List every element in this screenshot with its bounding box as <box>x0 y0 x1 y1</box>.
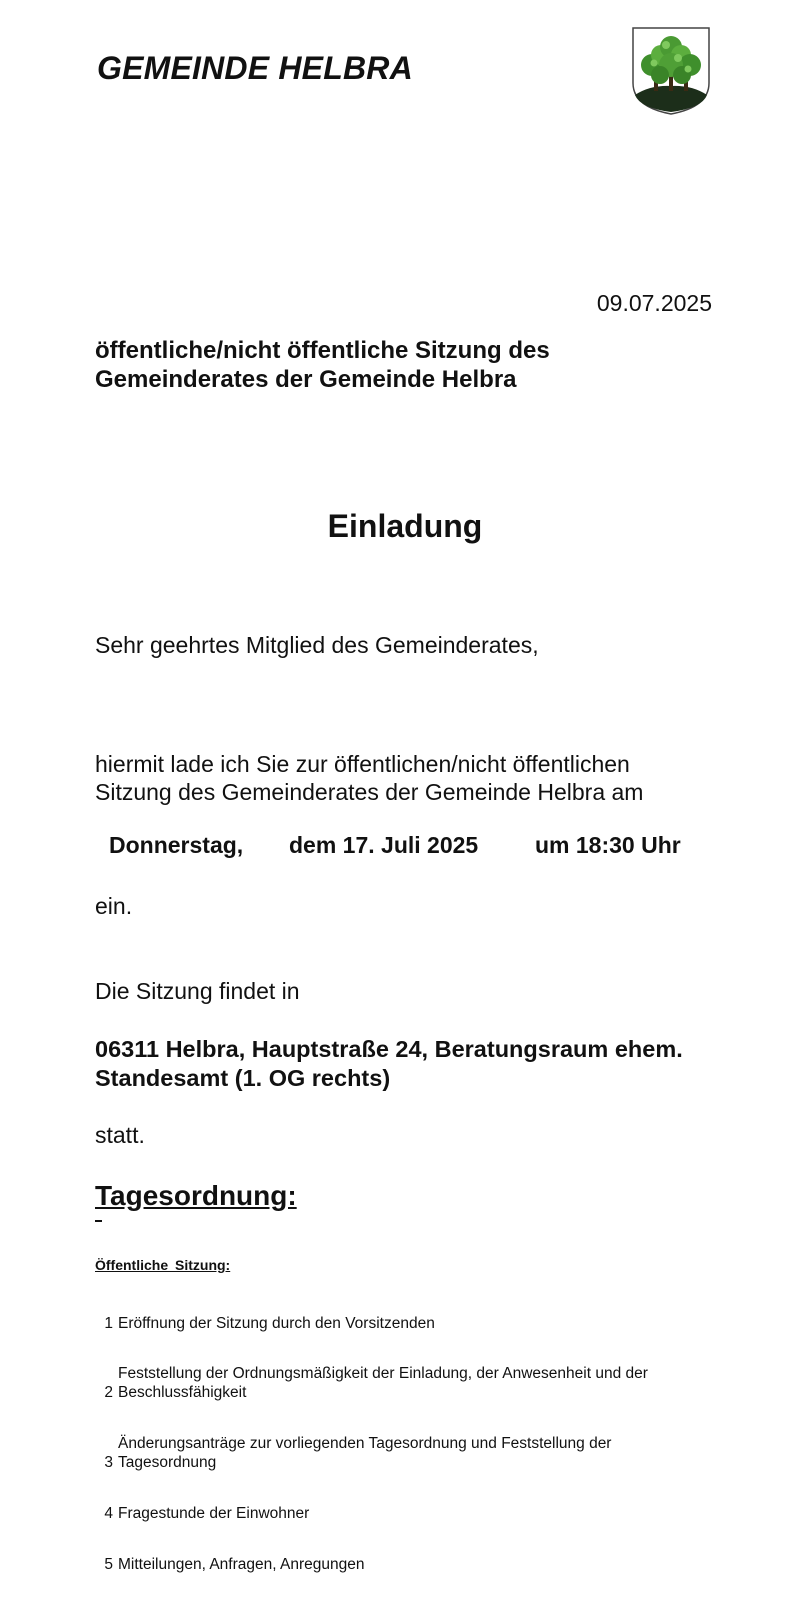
subject-line: Gemeinderates der Gemeinde Helbra <box>95 366 517 393</box>
headline: Einladung <box>327 508 483 544</box>
organization-name: GEMEINDE HELBRA <box>97 50 413 86</box>
venue-line: 06311 Helbra, Hauptstraße 24, Beratungsraum ehem. <box>95 1036 683 1062</box>
venue-line: Standesamt (1. OG rechts) <box>95 1065 391 1091</box>
divider <box>95 1220 102 1222</box>
closing-statt: statt. <box>95 1122 145 1148</box>
location-intro: Die Sitzung findet in <box>95 978 300 1004</box>
subject <box>95 336 550 394</box>
salutation: Sehr geehrtes Mitglied des Gemeinderates, <box>95 632 539 658</box>
invitation-line: hiermit lade ich Sie zur öffentlichen/nicht öffentlichen <box>95 751 630 777</box>
agenda-item-text: Mitteilungen, Anfragen, Anregungen <box>118 1556 365 1573</box>
closing-ein: ein. <box>95 893 133 919</box>
invitation-line: Sitzung des Gemeinderates der Gemeinde Helbra am <box>95 779 644 805</box>
agenda-item-text <box>118 1364 718 1402</box>
subject-line: öffentliche/nicht öffentliche Sitzung des <box>95 337 550 364</box>
agenda-item-line: Beschlussfähigkeit <box>118 1384 247 1401</box>
agenda-item-text: Fragestunde der Einwohner <box>118 1505 310 1522</box>
invitation-text <box>95 750 643 806</box>
agenda-item-text: Eröffnung der Sitzung durch den Vorsitzenden <box>118 1315 435 1332</box>
agenda-title: Tagesordnung: <box>95 1180 297 1211</box>
agenda-item-text <box>118 1434 718 1472</box>
agenda-item-line: Änderungsanträge zur vorliegenden Tagesordnung und Feststellung der <box>118 1435 612 1452</box>
letter-date: 09.07.2025 <box>596 290 712 316</box>
meeting-weekday: Donnerstag, <box>109 832 244 858</box>
agenda-item-number: 2 <box>104 1384 113 1401</box>
coat-of-arms-icon <box>630 25 712 117</box>
agenda-item-number: 3 <box>104 1454 113 1471</box>
agenda-item-line: Tagesordnung <box>118 1454 217 1471</box>
meeting-time: um 18:30 Uhr <box>535 832 681 858</box>
agenda-item-number: 5 <box>104 1556 113 1573</box>
agenda-item-line: Feststellung der Ordnungsmäßigkeit der Einladung, der Anwesenheit und der <box>118 1365 648 1382</box>
agenda-item-number: 4 <box>104 1505 113 1522</box>
agenda-item-number: 1 <box>104 1315 113 1332</box>
meeting-date: dem 17. Juli 2025 <box>289 832 479 858</box>
venue-address <box>95 1035 683 1093</box>
agenda-section-label: Öffentliche Sitzung: <box>95 1257 231 1273</box>
